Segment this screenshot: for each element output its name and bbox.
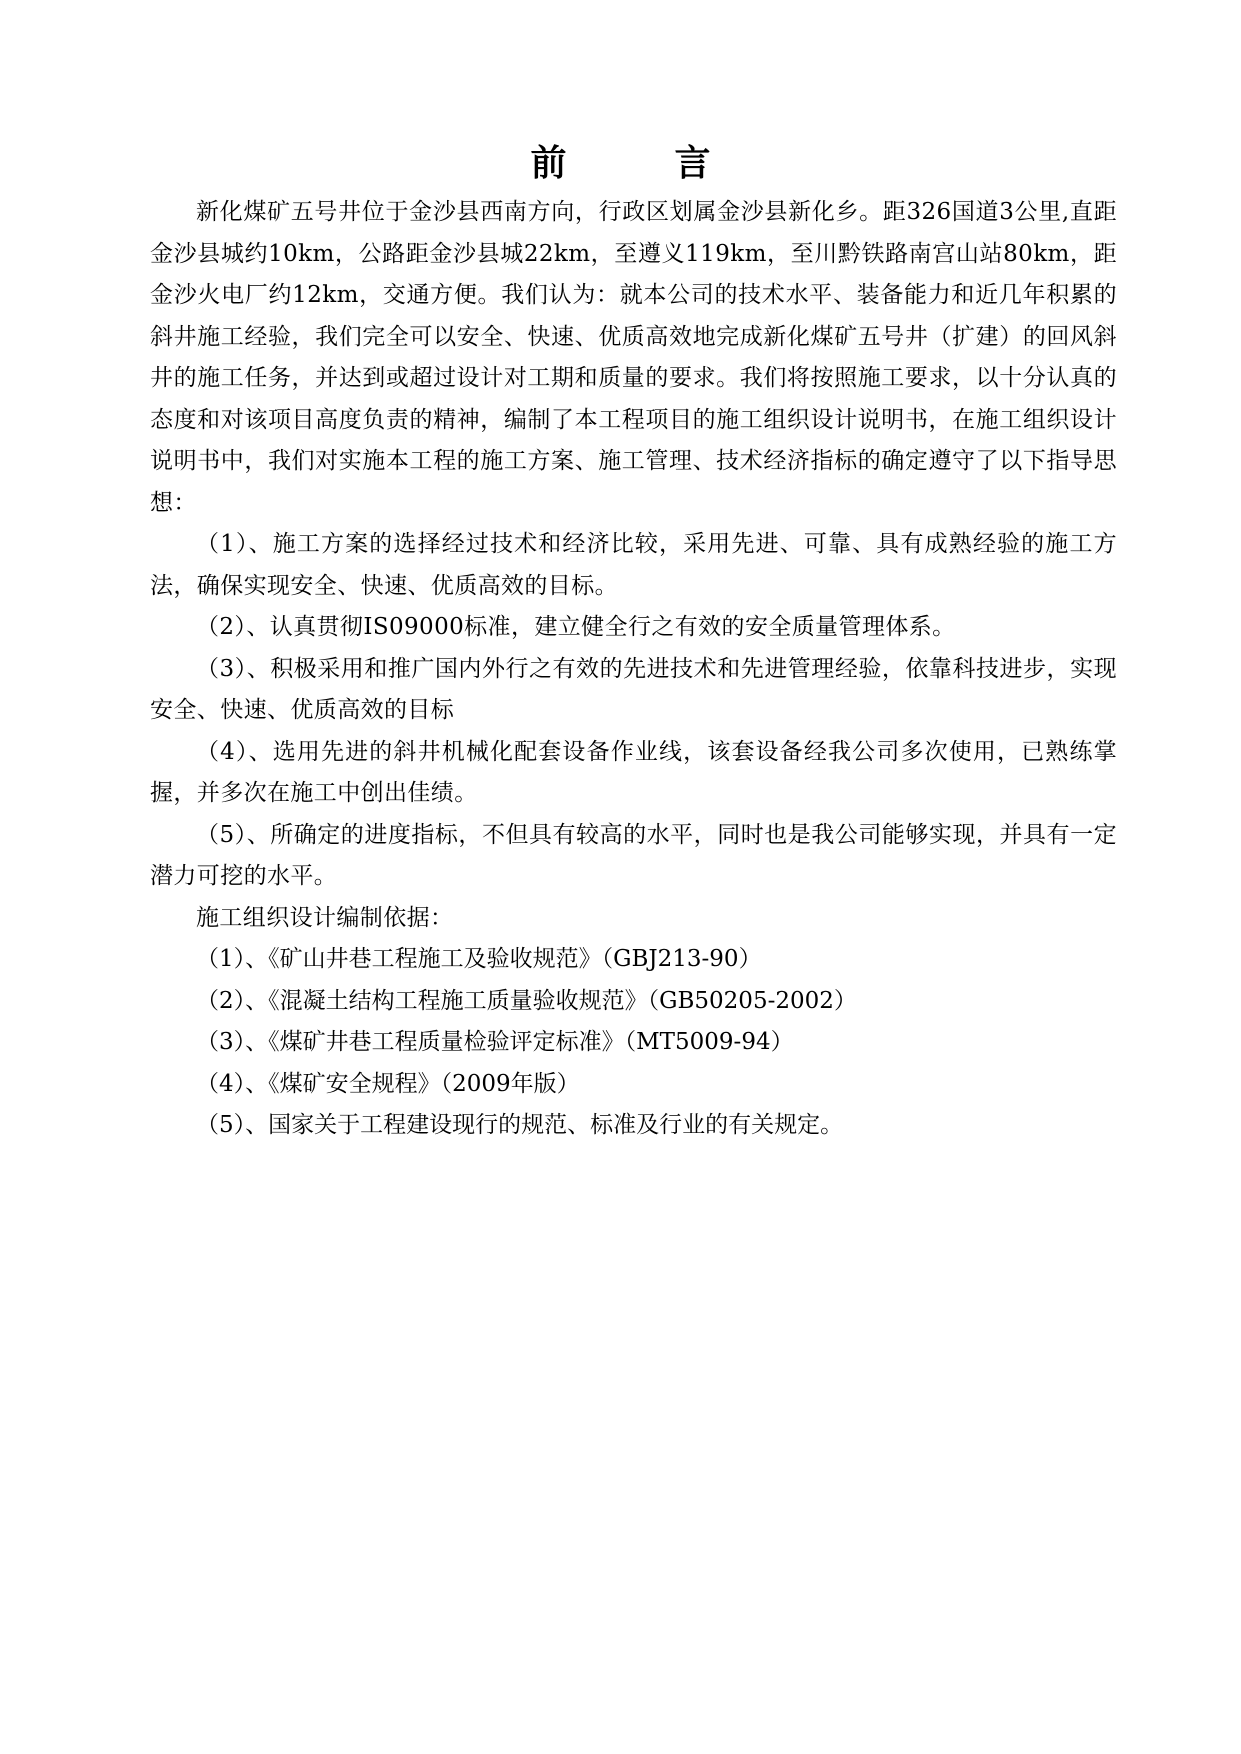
basis-item-1: （1）、《矿山井巷工程施工及验收规范》（GBJ213-90） (196, 946, 762, 972)
basis-item-3: （3）、《煤矿井巷工程质量检验评定标准》（MT5009-94） (196, 1029, 794, 1055)
guideline-item-1: （1）、施工方案的选择经过技术和经济比较，采用先进、可靠、具有成熟经验的施工方法，确保实现安全、快速、优质高效的目标。 (150, 531, 1117, 599)
basis-heading: 施工组织设计编制依据： (196, 904, 454, 931)
basis-item-5: （5）、国家关于工程建设现行的规范、标准及行业的有关规定。 (196, 1112, 844, 1138)
guideline-item-3: （3）、积极采用和推广国内外行之有效的先进技术和先进管理经验，依靠科技进步，实现安全、快速、优质高效的目标 (150, 655, 1117, 723)
guideline-item-5: （5）、所确定的进度指标，不但具有较高的水平，同时也是我公司能够实现，并具有一定潜力可挖的水平。 (150, 821, 1117, 889)
document-body (150, 192, 1117, 1147)
basis-item-2: （2）、《混凝土结构工程施工质量验收规范》（GB50205-2002） (196, 987, 857, 1014)
guideline-item-2: （2）、认真贯彻IS09000标准，建立健全行之有效的安全质量管理体系。 (196, 614, 956, 640)
page-title: 前言 (530, 143, 819, 184)
intro-paragraph: 新化煤矿五号井位于金沙县西南方向，行政区划属金沙县新化乡。距326国道3公里,直距金沙县城约10km，公路距金沙县城22km，至遵义119km，至川黔铁路南宫山站80km，距金沙火电厂约12km，交通方便。我们认为：就本公司的技术水平、装备能力和近几年积累的斜井施工经验，我们完全可以安全、快速、优质高效地完成新化煤矿五号井（扩建）的回风斜井的施工任务，并达到或超过设计对工期和质量的要求。我们将按照施工要求，以十分认真的态度和对该项目高度负责的精神，编制了本工程项目的施工组织设计说明书，在施工组织设计说明书中，我们对实施本工程的施工方案、施工管理、技术经济指标的确定遵守了以下指导思想： (150, 199, 1117, 516)
guideline-item-4: （4）、选用先进的斜井机械化配套设备作业线，该套设备经我公司多次使用，已熟练掌握，并多次在施工中创出佳绩。 (150, 738, 1117, 806)
basis-item-4: （4）、《煤矿安全规程》（2009年版） (196, 1070, 580, 1097)
